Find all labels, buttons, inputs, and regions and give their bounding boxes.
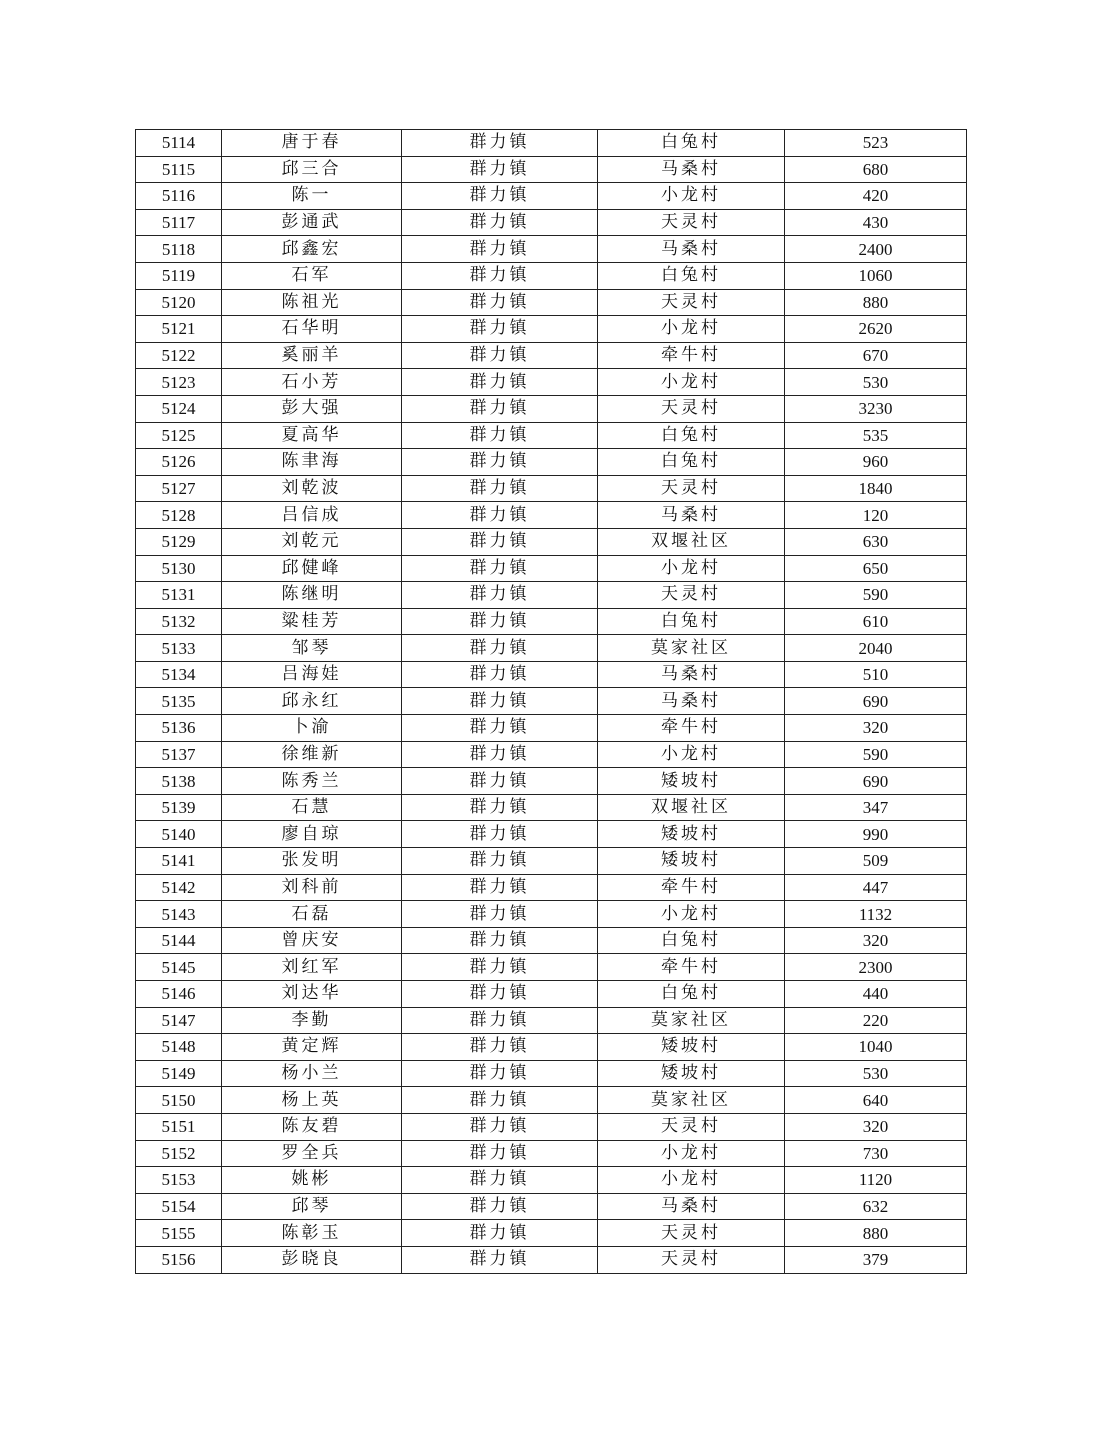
- amount-cell: 530: [785, 1060, 967, 1087]
- town-cell: 群力镇: [402, 449, 598, 476]
- row-number-cell: 5156: [136, 1246, 222, 1273]
- table-row: [136, 502, 967, 529]
- village-cell: 小龙村: [598, 369, 785, 396]
- town-cell: 群力镇: [402, 688, 598, 715]
- row-number-cell: 5130: [136, 555, 222, 582]
- name-cell: 吕信成: [222, 502, 402, 529]
- row-number-cell: 5138: [136, 768, 222, 795]
- table-row: [136, 209, 967, 236]
- village-cell: 牵牛村: [598, 342, 785, 369]
- amount-cell: 960: [785, 449, 967, 476]
- village-cell: 天灵村: [598, 475, 785, 502]
- table-row: [136, 369, 967, 396]
- town-cell: 群力镇: [402, 502, 598, 529]
- row-number-cell: 5137: [136, 741, 222, 768]
- village-cell: 天灵村: [598, 209, 785, 236]
- town-cell: 群力镇: [402, 848, 598, 875]
- amount-cell: 632: [785, 1193, 967, 1220]
- subsidy-table: [135, 129, 967, 1274]
- town-cell: 群力镇: [402, 316, 598, 343]
- table-row: [136, 555, 967, 582]
- row-number-cell: 5147: [136, 1007, 222, 1034]
- village-cell: 马桑村: [598, 156, 785, 183]
- name-cell: 陈祖光: [222, 289, 402, 316]
- table-row: [136, 954, 967, 981]
- table-row: [136, 156, 967, 183]
- row-number-cell: 5124: [136, 395, 222, 422]
- table-row: [136, 528, 967, 555]
- amount-cell: 320: [785, 927, 967, 954]
- row-number-cell: 5116: [136, 183, 222, 210]
- village-cell: 天灵村: [598, 582, 785, 609]
- table-row: [136, 1087, 967, 1114]
- town-cell: 群力镇: [402, 927, 598, 954]
- table-row: [136, 1220, 967, 1247]
- table-row: [136, 981, 967, 1008]
- town-cell: 群力镇: [402, 954, 598, 981]
- table-row: [136, 821, 967, 848]
- table-row: [136, 901, 967, 928]
- village-cell: 白兔村: [598, 262, 785, 289]
- row-number-cell: 5131: [136, 582, 222, 609]
- table-row: [136, 1007, 967, 1034]
- village-cell: 天灵村: [598, 289, 785, 316]
- name-cell: 邱琴: [222, 1193, 402, 1220]
- name-cell: 廖自琼: [222, 821, 402, 848]
- town-cell: 群力镇: [402, 981, 598, 1008]
- amount-cell: 730: [785, 1140, 967, 1167]
- town-cell: 群力镇: [402, 715, 598, 742]
- row-number-cell: 5149: [136, 1060, 222, 1087]
- name-cell: 陈一: [222, 183, 402, 210]
- town-cell: 群力镇: [402, 661, 598, 688]
- village-cell: 矮坡村: [598, 848, 785, 875]
- amount-cell: 880: [785, 289, 967, 316]
- row-number-cell: 5115: [136, 156, 222, 183]
- amount-cell: 1120: [785, 1167, 967, 1194]
- town-cell: 群力镇: [402, 236, 598, 263]
- table-row: [136, 1246, 967, 1273]
- table-row: [136, 582, 967, 609]
- name-cell: 唐于春: [222, 130, 402, 157]
- town-cell: 群力镇: [402, 741, 598, 768]
- amount-cell: 2400: [785, 236, 967, 263]
- amount-cell: 2300: [785, 954, 967, 981]
- village-cell: 牵牛村: [598, 715, 785, 742]
- row-number-cell: 5127: [136, 475, 222, 502]
- town-cell: 群力镇: [402, 369, 598, 396]
- name-cell: 陈友碧: [222, 1113, 402, 1140]
- table-row: [136, 1140, 967, 1167]
- town-cell: 群力镇: [402, 901, 598, 928]
- amount-cell: 610: [785, 608, 967, 635]
- row-number-cell: 5123: [136, 369, 222, 396]
- table-row: [136, 1034, 967, 1061]
- town-cell: 群力镇: [402, 874, 598, 901]
- town-cell: 群力镇: [402, 475, 598, 502]
- row-number-cell: 5146: [136, 981, 222, 1008]
- village-cell: 莫家社区: [598, 1007, 785, 1034]
- row-number-cell: 5153: [136, 1167, 222, 1194]
- name-cell: 邱鑫宏: [222, 236, 402, 263]
- town-cell: 群力镇: [402, 1113, 598, 1140]
- table-row: [136, 688, 967, 715]
- row-number-cell: 5152: [136, 1140, 222, 1167]
- row-number-cell: 5151: [136, 1113, 222, 1140]
- name-cell: 黄定辉: [222, 1034, 402, 1061]
- name-cell: 奚丽羊: [222, 342, 402, 369]
- row-number-cell: 5145: [136, 954, 222, 981]
- town-cell: 群力镇: [402, 156, 598, 183]
- town-cell: 群力镇: [402, 209, 598, 236]
- amount-cell: 120: [785, 502, 967, 529]
- town-cell: 群力镇: [402, 422, 598, 449]
- table-row: [136, 1060, 967, 1087]
- amount-cell: 2620: [785, 316, 967, 343]
- table-row: [136, 874, 967, 901]
- town-cell: 群力镇: [402, 289, 598, 316]
- amount-cell: 510: [785, 661, 967, 688]
- name-cell: 粱桂芳: [222, 608, 402, 635]
- village-cell: 小龙村: [598, 316, 785, 343]
- village-cell: 白兔村: [598, 981, 785, 1008]
- village-cell: 小龙村: [598, 741, 785, 768]
- name-cell: 陈聿海: [222, 449, 402, 476]
- village-cell: 小龙村: [598, 183, 785, 210]
- town-cell: 群力镇: [402, 555, 598, 582]
- name-cell: 罗全兵: [222, 1140, 402, 1167]
- name-cell: 彭通武: [222, 209, 402, 236]
- table-row: [136, 422, 967, 449]
- town-cell: 群力镇: [402, 635, 598, 662]
- table-row: [136, 236, 967, 263]
- row-number-cell: 5143: [136, 901, 222, 928]
- village-cell: 莫家社区: [598, 635, 785, 662]
- row-number-cell: 5120: [136, 289, 222, 316]
- table-row: [136, 768, 967, 795]
- row-number-cell: 5114: [136, 130, 222, 157]
- amount-cell: 650: [785, 555, 967, 582]
- village-cell: 白兔村: [598, 608, 785, 635]
- town-cell: 群力镇: [402, 1193, 598, 1220]
- row-number-cell: 5139: [136, 794, 222, 821]
- amount-cell: 320: [785, 1113, 967, 1140]
- town-cell: 群力镇: [402, 821, 598, 848]
- village-cell: 天灵村: [598, 1246, 785, 1273]
- name-cell: 邱三合: [222, 156, 402, 183]
- name-cell: 夏高华: [222, 422, 402, 449]
- row-number-cell: 5119: [136, 262, 222, 289]
- amount-cell: 220: [785, 1007, 967, 1034]
- town-cell: 群力镇: [402, 1220, 598, 1247]
- name-cell: 石慧: [222, 794, 402, 821]
- table-row: [136, 262, 967, 289]
- village-cell: 马桑村: [598, 661, 785, 688]
- table-row: [136, 1167, 967, 1194]
- row-number-cell: 5140: [136, 821, 222, 848]
- village-cell: 双堰社区: [598, 794, 785, 821]
- row-number-cell: 5148: [136, 1034, 222, 1061]
- name-cell: 张发明: [222, 848, 402, 875]
- name-cell: 吕海娃: [222, 661, 402, 688]
- amount-cell: 3230: [785, 395, 967, 422]
- name-cell: 石华明: [222, 316, 402, 343]
- village-cell: 白兔村: [598, 130, 785, 157]
- village-cell: 小龙村: [598, 555, 785, 582]
- table-body: [136, 130, 967, 1274]
- row-number-cell: 5122: [136, 342, 222, 369]
- amount-cell: 535: [785, 422, 967, 449]
- town-cell: 群力镇: [402, 1167, 598, 1194]
- table-row: [136, 183, 967, 210]
- row-number-cell: 5136: [136, 715, 222, 742]
- row-number-cell: 5154: [136, 1193, 222, 1220]
- name-cell: 邹琴: [222, 635, 402, 662]
- table-row: [136, 741, 967, 768]
- table-row: [136, 316, 967, 343]
- name-cell: 杨上英: [222, 1087, 402, 1114]
- village-cell: 白兔村: [598, 422, 785, 449]
- name-cell: 陈彰玉: [222, 1220, 402, 1247]
- name-cell: 姚彬: [222, 1167, 402, 1194]
- row-number-cell: 5117: [136, 209, 222, 236]
- table-row: [136, 927, 967, 954]
- table-row: [136, 449, 967, 476]
- amount-cell: 447: [785, 874, 967, 901]
- row-number-cell: 5150: [136, 1087, 222, 1114]
- town-cell: 群力镇: [402, 262, 598, 289]
- village-cell: 双堰社区: [598, 528, 785, 555]
- village-cell: 马桑村: [598, 236, 785, 263]
- name-cell: 李勤: [222, 1007, 402, 1034]
- amount-cell: 509: [785, 848, 967, 875]
- village-cell: 马桑村: [598, 1193, 785, 1220]
- village-cell: 白兔村: [598, 927, 785, 954]
- table-row: [136, 794, 967, 821]
- amount-cell: 670: [785, 342, 967, 369]
- town-cell: 群力镇: [402, 794, 598, 821]
- village-cell: 矮坡村: [598, 821, 785, 848]
- amount-cell: 2040: [785, 635, 967, 662]
- village-cell: 矮坡村: [598, 1060, 785, 1087]
- town-cell: 群力镇: [402, 1007, 598, 1034]
- town-cell: 群力镇: [402, 1060, 598, 1087]
- amount-cell: 690: [785, 768, 967, 795]
- name-cell: 彭晓良: [222, 1246, 402, 1273]
- row-number-cell: 5129: [136, 528, 222, 555]
- town-cell: 群力镇: [402, 1140, 598, 1167]
- table-row: [136, 848, 967, 875]
- name-cell: 卜渝: [222, 715, 402, 742]
- amount-cell: 1132: [785, 901, 967, 928]
- row-number-cell: 5142: [136, 874, 222, 901]
- row-number-cell: 5133: [136, 635, 222, 662]
- name-cell: 陈秀兰: [222, 768, 402, 795]
- village-cell: 小龙村: [598, 1140, 785, 1167]
- name-cell: 刘乾波: [222, 475, 402, 502]
- name-cell: 石磊: [222, 901, 402, 928]
- name-cell: 彭大强: [222, 395, 402, 422]
- name-cell: 刘达华: [222, 981, 402, 1008]
- village-cell: 白兔村: [598, 449, 785, 476]
- town-cell: 群力镇: [402, 342, 598, 369]
- amount-cell: 530: [785, 369, 967, 396]
- village-cell: 莫家社区: [598, 1087, 785, 1114]
- town-cell: 群力镇: [402, 395, 598, 422]
- amount-cell: 640: [785, 1087, 967, 1114]
- amount-cell: 1840: [785, 475, 967, 502]
- town-cell: 群力镇: [402, 1087, 598, 1114]
- village-cell: 马桑村: [598, 688, 785, 715]
- name-cell: 刘科前: [222, 874, 402, 901]
- amount-cell: 590: [785, 741, 967, 768]
- village-cell: 天灵村: [598, 395, 785, 422]
- amount-cell: 630: [785, 528, 967, 555]
- town-cell: 群力镇: [402, 768, 598, 795]
- row-number-cell: 5121: [136, 316, 222, 343]
- amount-cell: 1040: [785, 1034, 967, 1061]
- amount-cell: 320: [785, 715, 967, 742]
- name-cell: 邱健峰: [222, 555, 402, 582]
- name-cell: 邱永红: [222, 688, 402, 715]
- amount-cell: 440: [785, 981, 967, 1008]
- name-cell: 陈继明: [222, 582, 402, 609]
- table-row: [136, 715, 967, 742]
- amount-cell: 880: [785, 1220, 967, 1247]
- amount-cell: 430: [785, 209, 967, 236]
- row-number-cell: 5126: [136, 449, 222, 476]
- village-cell: 天灵村: [598, 1113, 785, 1140]
- amount-cell: 1060: [785, 262, 967, 289]
- row-number-cell: 5128: [136, 502, 222, 529]
- table-row: [136, 635, 967, 662]
- name-cell: 石小芳: [222, 369, 402, 396]
- table-row: [136, 395, 967, 422]
- amount-cell: 347: [785, 794, 967, 821]
- amount-cell: 690: [785, 688, 967, 715]
- row-number-cell: 5118: [136, 236, 222, 263]
- table-row: [136, 130, 967, 157]
- village-cell: 牵牛村: [598, 954, 785, 981]
- table-row: [136, 342, 967, 369]
- row-number-cell: 5132: [136, 608, 222, 635]
- town-cell: 群力镇: [402, 183, 598, 210]
- town-cell: 群力镇: [402, 1034, 598, 1061]
- town-cell: 群力镇: [402, 130, 598, 157]
- village-cell: 矮坡村: [598, 768, 785, 795]
- village-cell: 矮坡村: [598, 1034, 785, 1061]
- row-number-cell: 5125: [136, 422, 222, 449]
- amount-cell: 379: [785, 1246, 967, 1273]
- row-number-cell: 5134: [136, 661, 222, 688]
- name-cell: 刘红军: [222, 954, 402, 981]
- row-number-cell: 5144: [136, 927, 222, 954]
- table-row: [136, 608, 967, 635]
- town-cell: 群力镇: [402, 608, 598, 635]
- amount-cell: 420: [785, 183, 967, 210]
- table-row: [136, 475, 967, 502]
- amount-cell: 523: [785, 130, 967, 157]
- table-row: [136, 661, 967, 688]
- amount-cell: 680: [785, 156, 967, 183]
- town-cell: 群力镇: [402, 582, 598, 609]
- village-cell: 小龙村: [598, 901, 785, 928]
- village-cell: 小龙村: [598, 1167, 785, 1194]
- name-cell: 曾庆安: [222, 927, 402, 954]
- table-row: [136, 1193, 967, 1220]
- name-cell: 杨小兰: [222, 1060, 402, 1087]
- table-row: [136, 1113, 967, 1140]
- town-cell: 群力镇: [402, 528, 598, 555]
- name-cell: 徐维新: [222, 741, 402, 768]
- amount-cell: 590: [785, 582, 967, 609]
- name-cell: 石军: [222, 262, 402, 289]
- name-cell: 刘乾元: [222, 528, 402, 555]
- amount-cell: 990: [785, 821, 967, 848]
- row-number-cell: 5155: [136, 1220, 222, 1247]
- village-cell: 牵牛村: [598, 874, 785, 901]
- row-number-cell: 5141: [136, 848, 222, 875]
- town-cell: 群力镇: [402, 1246, 598, 1273]
- table-row: [136, 289, 967, 316]
- village-cell: 马桑村: [598, 502, 785, 529]
- row-number-cell: 5135: [136, 688, 222, 715]
- village-cell: 天灵村: [598, 1220, 785, 1247]
